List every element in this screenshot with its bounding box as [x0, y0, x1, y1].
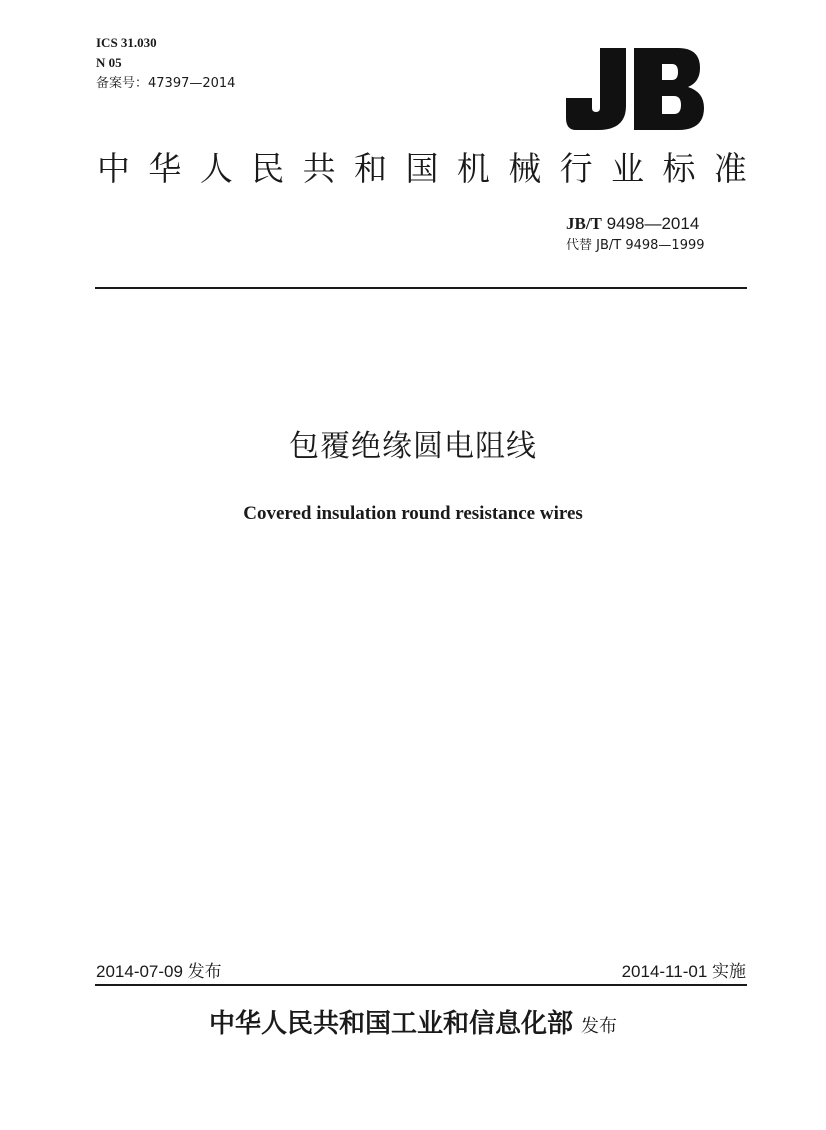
authority-char: 国 [405, 149, 439, 188]
authority-char: 人 [199, 149, 233, 188]
authority-char: 和 [354, 149, 388, 188]
standard-code-prefix: JB/T [566, 214, 602, 233]
classification-code: N 05 [96, 55, 122, 70]
issuer-action: 发布 [581, 1016, 617, 1037]
jb-logo-mark [566, 29, 706, 134]
record-number: 备案号：47397—2014 [96, 76, 236, 91]
jb-logo [566, 29, 706, 134]
authority-title [97, 146, 747, 192]
authority-char: 华 [148, 149, 182, 188]
authority-char: 标 [662, 149, 696, 188]
replaces-note: 代替 JB/T 9498—1999 [566, 238, 705, 253]
svg-text:JB: JB [566, 29, 582, 48]
issuer-name: 中华人民共和国工业和信息化部 [208, 1009, 573, 1039]
issue-date: 2014-07-09 发布 [96, 962, 222, 981]
authority-char: 业 [611, 149, 645, 188]
authority-char: 民 [251, 149, 285, 188]
authority-char: 共 [302, 149, 336, 188]
document-title-zh: 包覆绝缘圆电阻线 [289, 429, 537, 464]
authority-char: 机 [456, 149, 490, 188]
ics-code: ICS 31.030 [96, 35, 157, 50]
document-title-en: Covered insulation round resistance wires [243, 503, 583, 524]
authority-char: 行 [559, 149, 593, 188]
authority-char: 中 [97, 149, 130, 188]
standard-number [566, 213, 699, 235]
authority-char: 械 [508, 149, 542, 188]
authority-char: 准 [713, 149, 747, 188]
implementation-date: 2014-11-01 实施 [621, 962, 746, 981]
issuing-authority [0, 1004, 826, 1047]
standard-code-number: 9498—2014 [606, 214, 700, 233]
header-divider [95, 287, 747, 289]
footer-divider [95, 984, 747, 986]
